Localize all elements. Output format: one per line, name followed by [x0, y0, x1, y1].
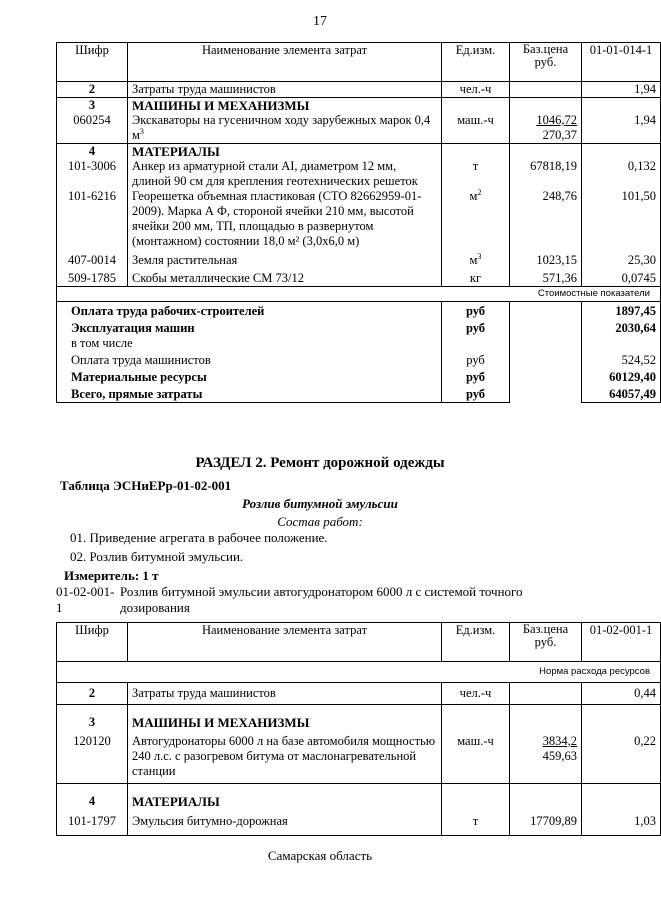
cost-name: Оплата труда рабочих-строителей: [57, 302, 442, 320]
header-name: Наименование элемента затрат: [128, 623, 442, 662]
cost-unit: руб: [442, 302, 510, 320]
cost-value: 524,52: [582, 351, 661, 368]
row-unit: кг: [442, 268, 510, 287]
row-unit: т: [442, 809, 510, 836]
row-name: Затраты труда машинистов: [128, 683, 442, 705]
row-code: 120120: [57, 730, 128, 784]
empty-cell: [582, 784, 661, 810]
composition-label: Состав работ:: [277, 514, 363, 529]
operation-item: 02. Розлив битумной эмульсии.: [70, 549, 244, 564]
work-title: Розлив битумной эмульсии: [242, 496, 398, 511]
row-value: 0,132: [582, 159, 661, 189]
row-unit: т: [442, 159, 510, 189]
header-unit: Ед.изм.: [442, 623, 510, 662]
row-name: Эмульсия битумно-дорожная: [128, 809, 442, 836]
cost-value: [582, 336, 661, 351]
section-code: 3: [57, 705, 128, 731]
table-row: [57, 809, 661, 836]
cost-row: [57, 302, 661, 320]
empty-cell: [582, 144, 661, 160]
row-price: 1023,15: [510, 249, 582, 268]
empty-cell: [582, 705, 661, 731]
row-code: 101-6216: [57, 189, 128, 249]
empty-cell: [510, 705, 582, 731]
row-name: Земля растительная: [128, 249, 442, 268]
row-price: [510, 82, 582, 98]
table-header: [57, 43, 661, 82]
cost-value: 64057,49: [582, 385, 661, 403]
operation-item: 01. Приведение агрегата в рабочее положение.: [70, 530, 328, 545]
cost-value: 2030,64: [582, 319, 661, 336]
cost-name: Материальные ресурсы: [57, 368, 442, 385]
row-unit: маш.-ч: [442, 113, 510, 144]
section-row: [57, 144, 661, 160]
cost-label: Стоимостные показатели: [57, 287, 661, 302]
header-unit: Ед.изм.: [442, 43, 510, 82]
item-code: 01-02-001-1: [56, 584, 115, 615]
section-title: РАЗДЕЛ 2. Ремонт дорожной одежды: [195, 455, 445, 471]
footer-region: Самарская область: [267, 848, 373, 863]
header-code: Шифр: [57, 43, 128, 82]
section-code: 3: [57, 98, 128, 114]
empty-cell: [510, 98, 582, 114]
cost-name: Всего, прямые затраты: [57, 385, 442, 403]
row-unit: $м^2$: [442, 189, 510, 249]
row-value: 1,94: [582, 82, 661, 98]
table-code: Таблица ЭСНиЕРр-01-02-001: [60, 478, 232, 493]
item-line: [56, 584, 606, 616]
item-description: Розлив битумной эмульсии автогудронатором 6000 л с системой точного дозирования: [120, 584, 523, 615]
row-unit: $м^3$: [442, 249, 510, 268]
row-price: 571,36: [510, 268, 582, 287]
table-row: [57, 683, 661, 705]
row-code: 509-1785: [57, 268, 128, 287]
row-value: 0,22: [582, 730, 661, 784]
header-price: Баз.цена руб.: [510, 43, 582, 82]
row-code: 407-0014: [57, 249, 128, 268]
empty-cell: [442, 784, 510, 810]
row-code: 101-1797: [57, 809, 128, 836]
cost-value: 60129,40: [582, 368, 661, 385]
cost-unit: руб: [442, 385, 510, 403]
table-row: [57, 730, 661, 784]
header-price: Баз.цена руб.: [510, 623, 582, 662]
table-header: [57, 623, 661, 662]
cost-label-row: [57, 287, 661, 302]
cost-unit: руб: [442, 368, 510, 385]
row-name: Затраты труда машинистов: [128, 82, 442, 98]
row-unit: маш.-ч: [442, 730, 510, 784]
table-row: [57, 113, 661, 144]
row-price: 1046,72 270,37: [510, 113, 582, 144]
resource-table-2: [56, 622, 661, 836]
cost-name: Эксплуатация машин: [57, 319, 442, 336]
row-price: [510, 683, 582, 705]
cost-name: Оплата труда машинистов: [57, 351, 442, 368]
norm-label: Норма расхода ресурсов: [57, 662, 661, 683]
cost-unit: руб: [442, 351, 510, 368]
row-price: 248,76: [510, 189, 582, 249]
row-name: Автогудронаторы 6000 л на базе автомобиля мощностью 240 л.с. с разогревом битума от маслонагревательной станции: [128, 730, 442, 784]
row-code: 101-3006: [57, 159, 128, 189]
page-number: 17: [313, 14, 327, 29]
row-code: 2: [57, 82, 128, 98]
section-name: МАШИНЫ И МЕХАНИЗМЫ: [128, 98, 442, 114]
cost-unit: руб: [442, 319, 510, 336]
row-name: Анкер из арматурной стали AI, диаметром 12 мм, длиной 90 см для крепления геотехнических решеток: [128, 159, 442, 189]
row-name: Скобы металлические СМ 73/12: [128, 268, 442, 287]
row-value: 0,44: [582, 683, 661, 705]
empty-cell: [442, 98, 510, 114]
section-row: [57, 705, 661, 731]
section-code: 4: [57, 144, 128, 160]
header-id: 01-01-014-1: [582, 43, 661, 82]
header-id: 01-02-001-1: [582, 623, 661, 662]
section-name: МАТЕРИАЛЫ: [128, 784, 442, 810]
empty-cell: [510, 144, 582, 160]
row-price: 3834,2 459,63: [510, 730, 582, 784]
empty-cell: [582, 98, 661, 114]
section-name: МАШИНЫ И МЕХАНИЗМЫ: [128, 705, 442, 731]
row-value: 0,0745: [582, 268, 661, 287]
table-row: [57, 82, 661, 98]
row-price: 17709,89: [510, 809, 582, 836]
empty-cell: [442, 144, 510, 160]
row-price: 67818,19: [510, 159, 582, 189]
header-code: Шифр: [57, 623, 128, 662]
cost-name: в том числе: [57, 336, 442, 351]
section-name: МАТЕРИАЛЫ: [128, 144, 442, 160]
section-row: [57, 784, 661, 810]
cost-unit: [442, 336, 510, 351]
row-value: 25,30: [582, 249, 661, 268]
table-row: [57, 159, 661, 189]
row-name: Экскаваторы на гусеничном ходу зарубежных марок 0,4 $м^3$: [128, 113, 442, 144]
norm-label-row: [57, 662, 661, 683]
meter-label: Измеритель: 1 т: [64, 568, 159, 583]
row-name: Георешетка объемная пластиковая (СТО 82662959-01-2009). Марка А Ф, стороной ячейки 210 мм, высотой ячейки 200 мм, ТП, площадью в развернутом (монтажном) состоянии 18,0 м² (3,0x6,0 м): [128, 189, 442, 249]
table-row: [57, 189, 661, 249]
row-code: 060254: [57, 113, 128, 144]
row-value: 1,94: [582, 113, 661, 144]
empty-cell: [510, 302, 582, 403]
row-code: 2: [57, 683, 128, 705]
row-unit: чел.-ч: [442, 683, 510, 705]
row-value: 1,03: [582, 809, 661, 836]
row-value: 101,50: [582, 189, 661, 249]
table-row: [57, 268, 661, 287]
section-row: [57, 98, 661, 114]
empty-cell: [442, 705, 510, 731]
table-row: [57, 249, 661, 268]
cost-value: 1897,45: [582, 302, 661, 320]
resource-table-1: [56, 42, 661, 403]
empty-cell: [510, 784, 582, 810]
header-name: Наименование элемента затрат: [128, 43, 442, 82]
row-unit: чел.-ч: [442, 82, 510, 98]
section-code: 4: [57, 784, 128, 810]
